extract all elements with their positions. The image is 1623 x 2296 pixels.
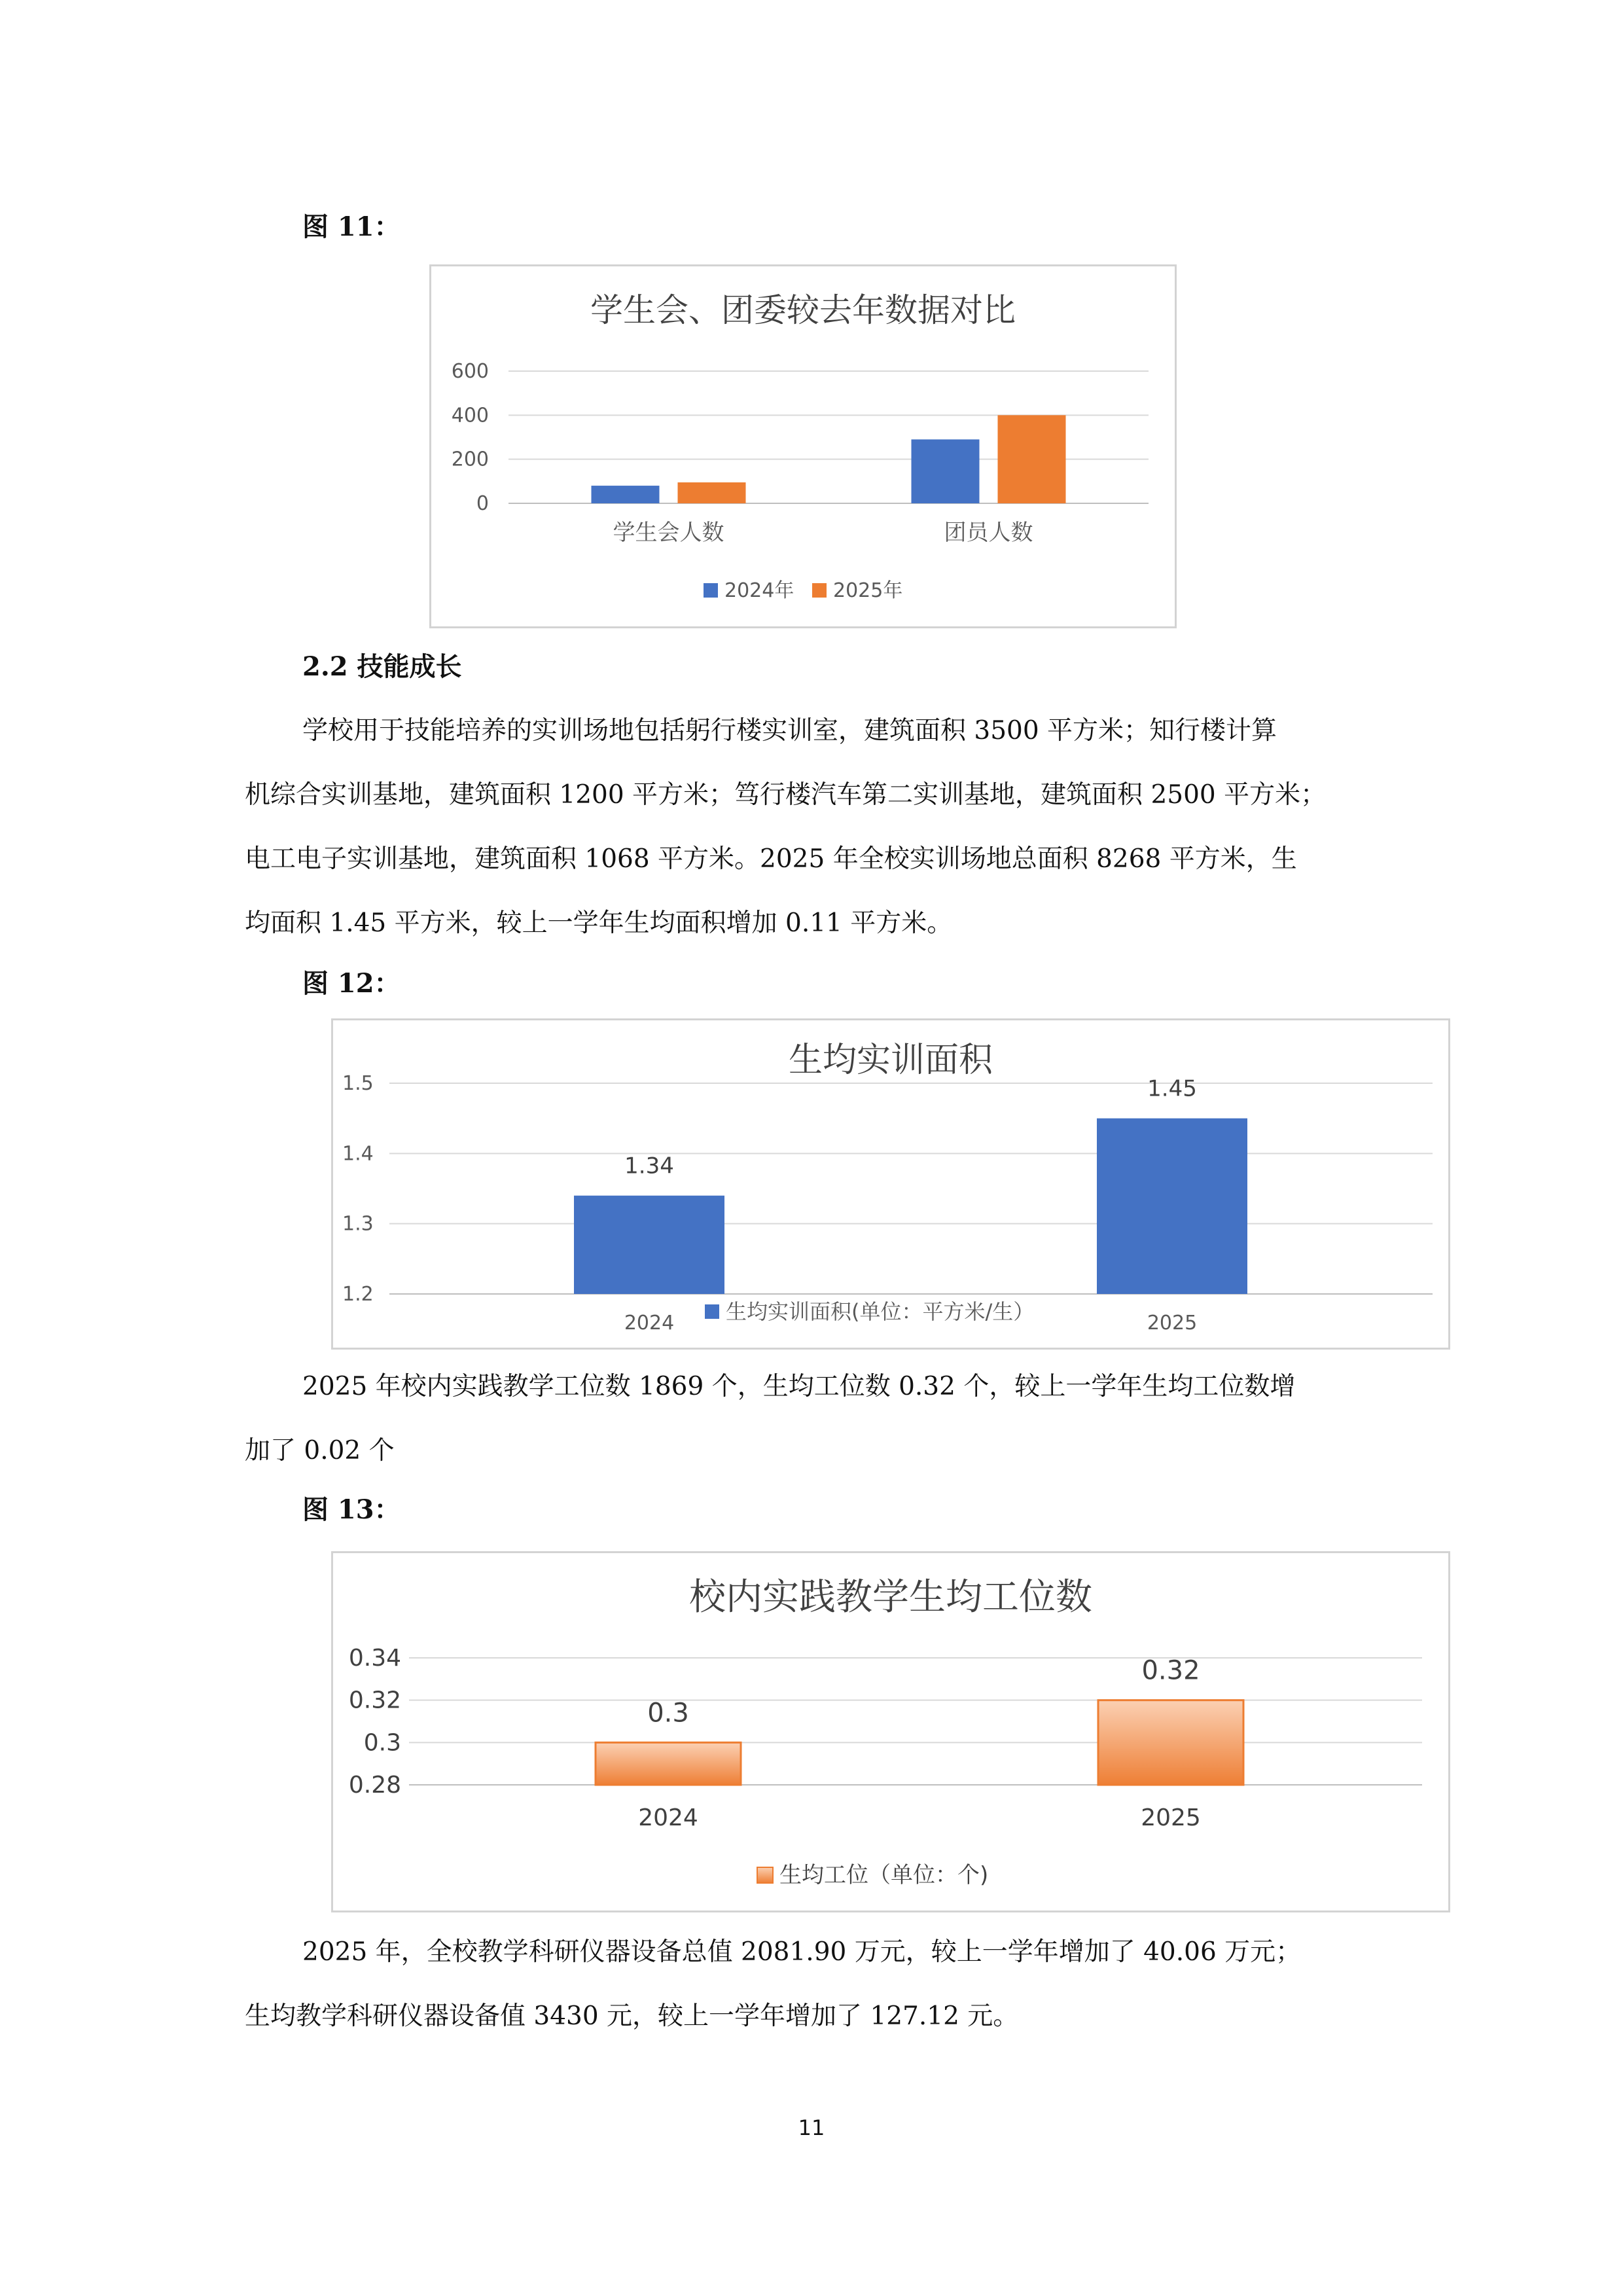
- y-tick-label: 0.28: [348, 1772, 401, 1799]
- data-label: 1.45: [1147, 1075, 1197, 1102]
- figure-11-label: 图 11：: [302, 211, 401, 242]
- y-tick-label: 0: [476, 492, 489, 515]
- x-tick-label: 2024: [624, 1312, 675, 1335]
- y-tick-label: 0.32: [348, 1687, 401, 1714]
- legend-swatch: [812, 583, 827, 598]
- chart-title: 学生会、团委较去年数据对比: [590, 291, 1016, 329]
- chart-3-svg: [333, 1553, 1448, 1910]
- bar-2025: [678, 482, 746, 503]
- chart-2-svg: [333, 1020, 1448, 1348]
- paragraph-line: 2025 年校内实践教学工位数 1869 个，生均工位数 0.32 个，较上一学年生均工位数增: [302, 1372, 1296, 1401]
- data-label: 0.32: [1141, 1655, 1200, 1686]
- bar-2025: [998, 415, 1066, 503]
- paragraph-line: 机综合实训基地，建筑面积 1200 平方米；笃行楼汽车第二实训基地，建筑面积 2500 平方米；: [245, 780, 1327, 810]
- y-tick-label: 1.3: [342, 1212, 374, 1236]
- paragraph-line: 均面积 1.45 平方米，较上一学年生均面积增加 0.11 平方米。: [245, 908, 953, 938]
- bar-2024: [574, 1196, 724, 1294]
- chart-student-union-comparison: [429, 264, 1177, 628]
- data-label: 1.34: [624, 1153, 674, 1179]
- legend-label: 2024年: [724, 579, 794, 602]
- chart-workstations-per-student: [331, 1551, 1450, 1912]
- chart-training-area-per-student: [331, 1018, 1450, 1350]
- paragraph-line: 学校用于技能培养的实训场地包括躬行楼实训室，建筑面积 3500 平方米；知行楼计算: [302, 716, 1277, 745]
- y-tick-label: 200: [451, 448, 489, 471]
- bar-2024: [596, 1742, 741, 1785]
- chart-title: 校内实践教学生均工位数: [689, 1576, 1092, 1619]
- paragraph-line: 加了 0.02 个: [245, 1436, 395, 1465]
- legend-swatch: [705, 1304, 719, 1319]
- y-tick-label: 0.34: [348, 1645, 401, 1672]
- section-heading: 2.2 技能成长: [302, 651, 462, 682]
- legend-label: 2025年: [833, 579, 903, 602]
- y-tick-label: 0.3: [363, 1729, 401, 1757]
- y-tick-label: 1.4: [342, 1142, 374, 1166]
- x-tick-label: 2025: [1147, 1312, 1198, 1335]
- legend-swatch: [757, 1867, 773, 1883]
- bar-2025: [1097, 1119, 1247, 1294]
- figure-12-label: 图 12：: [302, 968, 401, 999]
- y-tick-label: 600: [451, 360, 489, 383]
- y-tick-label: 400: [451, 404, 489, 427]
- bar-2024: [912, 439, 980, 503]
- paragraph-line: 电工电子实训基地，建筑面积 1068 平方米。2025 年全校实训场地总面积 8268 平方米，生: [245, 844, 1297, 874]
- data-label: 0.3: [647, 1698, 689, 1729]
- chart-1-svg: [431, 266, 1175, 626]
- x-tick-label: 2024: [638, 1804, 698, 1831]
- paragraph-line: 生均教学科研仪器设备值 3430 元，较上一学年增加了 127.12 元。: [245, 2001, 1019, 2031]
- chart-title: 生均实训面积: [788, 1041, 993, 1080]
- paragraph-training-sites: [245, 699, 1383, 956]
- paragraph-equipment: [245, 1920, 1383, 2049]
- y-tick-label: 1.2: [342, 1283, 374, 1306]
- legend-swatch: [704, 583, 718, 598]
- bar-2024: [592, 486, 660, 503]
- page-number: 11: [798, 2115, 825, 2140]
- figure-13-label: 图 13：: [302, 1494, 401, 1525]
- x-tick-label: 2025: [1141, 1804, 1201, 1831]
- bar-2025: [1098, 1700, 1243, 1785]
- y-tick-label: 1.5: [342, 1072, 374, 1095]
- legend-label: 生均实训面积(单位：平方米/生）: [726, 1299, 1035, 1324]
- paragraph-line: 2025 年，全校教学科研仪器设备总值 2081.90 万元，较上一学年增加了 40.06 万元；: [302, 1937, 1302, 1967]
- x-tick-label: 学生会人数: [613, 520, 724, 546]
- paragraph-workstations: [245, 1355, 1383, 1483]
- legend-label: 生均工位（单位：个): [779, 1862, 989, 1888]
- x-tick-label: 团员人数: [944, 520, 1033, 546]
